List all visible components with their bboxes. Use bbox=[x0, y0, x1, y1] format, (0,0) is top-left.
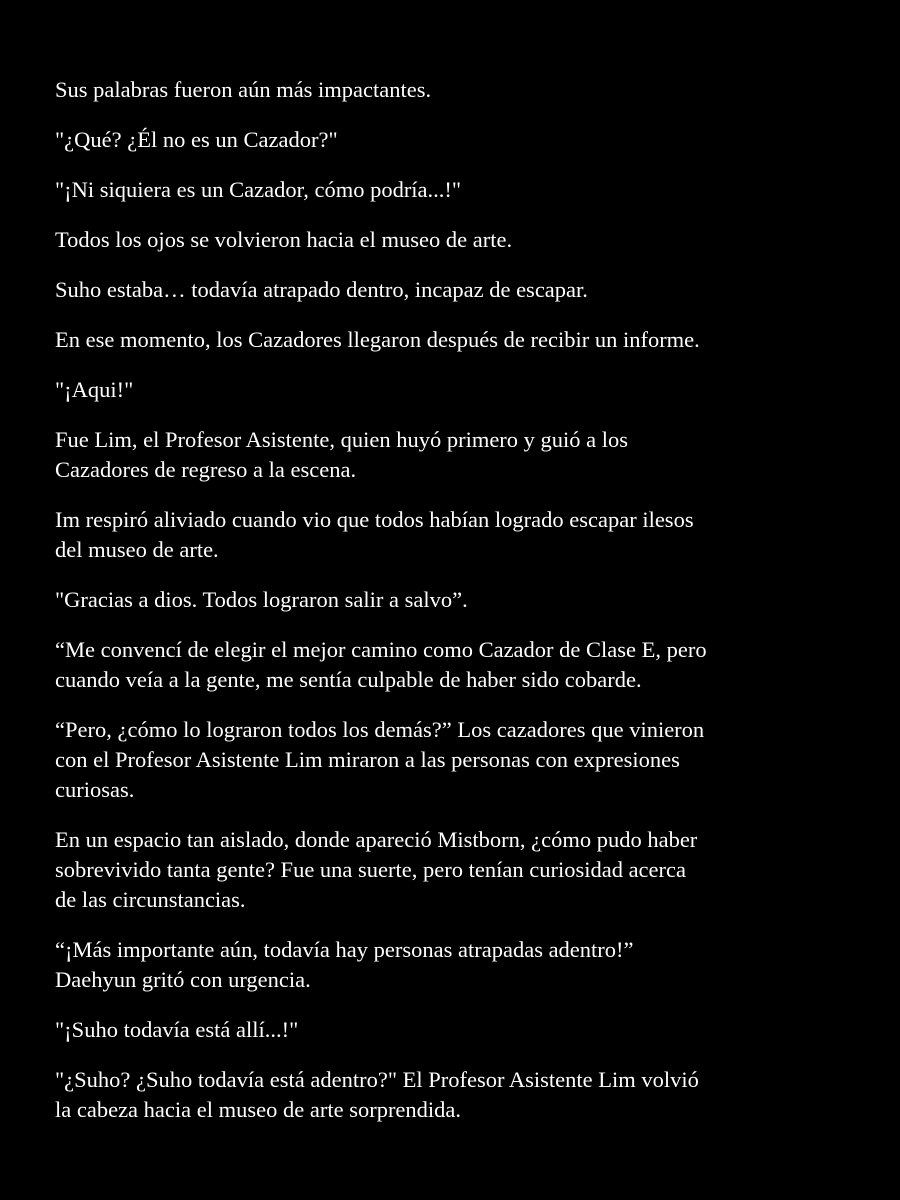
text-line: En ese momento, los Cazadores llegaron después de recibir un informe. bbox=[55, 327, 700, 352]
text-line: "Gracias a dios. Todos lograron salir a salvo”. bbox=[55, 587, 468, 612]
text-line: "¡Suho todavía está allí...!" bbox=[55, 1017, 299, 1042]
text-line: "¿Qué? ¿Él no es un Cazador?" bbox=[55, 127, 338, 152]
text-line: Daehyun gritó con urgencia. bbox=[55, 967, 311, 992]
paragraph bbox=[55, 825, 875, 915]
paragraph bbox=[55, 375, 875, 405]
text-line: de las circunstancias. bbox=[55, 887, 246, 912]
paragraph bbox=[55, 75, 875, 105]
text-line: cuando veía a la gente, me sentía culpable de haber sido cobarde. bbox=[55, 667, 642, 692]
text-line: "¿Suho? ¿Suho todavía está adentro?" El Profesor Asistente Lim volvió bbox=[55, 1067, 699, 1092]
text-line: sobrevivido tanta gente? Fue una suerte, pero tenían curiosidad acerca bbox=[55, 857, 686, 882]
text-line: con el Profesor Asistente Lim miraron a las personas con expresiones bbox=[55, 747, 680, 772]
text-line: “¡Más importante aún, todavía hay personas atrapadas adentro!” bbox=[55, 937, 634, 962]
text-line: Todos los ojos se volvieron hacia el museo de arte. bbox=[55, 227, 513, 252]
paragraph bbox=[55, 325, 875, 355]
text-line: del museo de arte. bbox=[55, 537, 219, 562]
paragraph bbox=[55, 425, 875, 485]
paragraph bbox=[55, 225, 875, 255]
text-line: la cabeza hacia el museo de arte sorprendida. bbox=[55, 1097, 462, 1122]
text-line: curiosas. bbox=[55, 777, 135, 802]
text-line: Suho estaba… todavía atrapado dentro, incapaz de escapar. bbox=[55, 277, 588, 302]
text-line: Fue Lim, el Profesor Asistente, quien huyó primero y guió a los bbox=[55, 427, 629, 452]
text-line: Cazadores de regreso a la escena. bbox=[55, 457, 357, 482]
text-line: Sus palabras fueron aún más impactantes. bbox=[55, 77, 432, 102]
text-line: "¡Ni siquiera es un Cazador, cómo podría...!" bbox=[55, 177, 462, 202]
text-line: En un espacio tan aislado, donde apareció Mistborn, ¿cómo pudo haber bbox=[55, 827, 698, 852]
paragraph bbox=[55, 635, 875, 695]
paragraph bbox=[55, 175, 875, 205]
text-line: "¡Aqui!" bbox=[55, 377, 134, 402]
paragraph bbox=[55, 585, 875, 615]
text-line: “Me convencí de elegir el mejor camino como Cazador de Clase E, pero bbox=[55, 637, 707, 662]
text-line: Im respiró aliviado cuando vio que todos habían logrado escapar ilesos bbox=[55, 507, 694, 532]
text-line: “Pero, ¿cómo lo lograron todos los demás?” Los cazadores que vinieron bbox=[55, 717, 705, 742]
paragraph bbox=[55, 715, 875, 805]
paragraph bbox=[55, 275, 875, 305]
paragraph bbox=[55, 505, 875, 565]
paragraph bbox=[55, 1065, 875, 1125]
document-page bbox=[55, 75, 875, 1145]
paragraph bbox=[55, 125, 875, 155]
paragraph bbox=[55, 935, 875, 995]
paragraph bbox=[55, 1015, 875, 1045]
